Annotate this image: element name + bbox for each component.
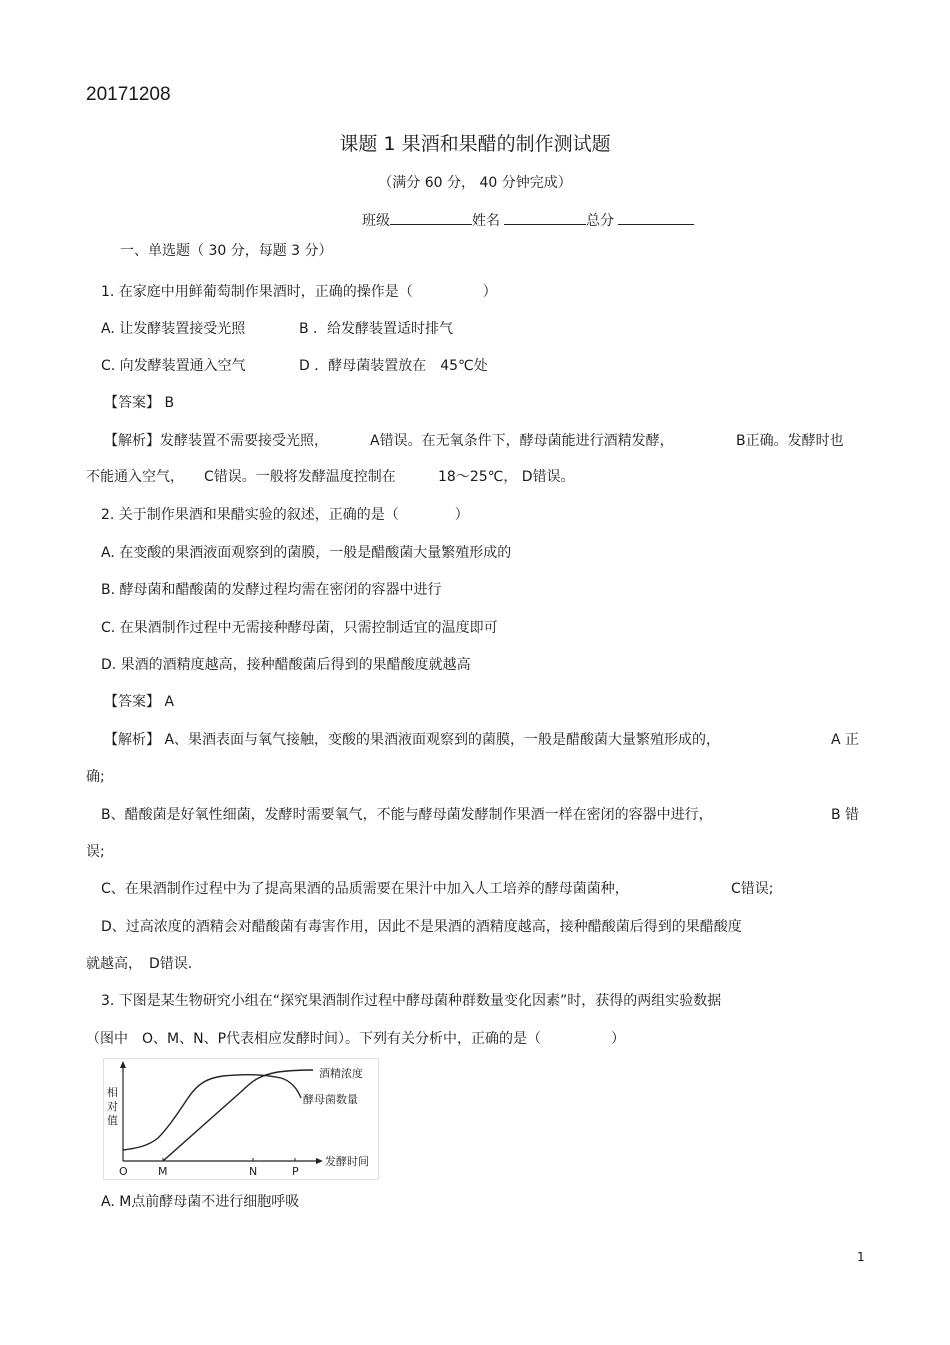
score-label: 总分 bbox=[586, 213, 614, 229]
alcohol-curve-label: 酒精浓度 bbox=[319, 1067, 363, 1080]
q2-exp-d-line2: 就越高， D错误. bbox=[86, 956, 193, 972]
figure-graph bbox=[103, 1058, 379, 1180]
tick-label-m: M bbox=[158, 1165, 168, 1178]
q3-option-a: A. M点前酵母菌不进行细胞呼吸 bbox=[101, 1194, 300, 1210]
q1-analysis-part4: 不能通入空气， bbox=[86, 469, 184, 485]
q2-exp-a-tail: A 正 bbox=[831, 732, 860, 748]
document-title: 课题 1 果酒和果醋的制作测试题 bbox=[339, 133, 611, 155]
name-label: 姓名 bbox=[472, 213, 500, 229]
q2-exp-a-line1: 【解析】 A、果酒表面与氧气接触，变酸的果酒液面观察到的菌膜，一般是醋酸菌大量繁殖形成的， bbox=[104, 732, 721, 748]
q2-option-b: B. 酵母菌和醋酸菌的发酵过程均需在密闭的容器中进行 bbox=[101, 582, 442, 598]
x-axis-arrow bbox=[316, 1158, 323, 1164]
x-axis-label: 发酵时间 bbox=[325, 1155, 369, 1168]
q1-option-b: B ．给发酵装置适时排气 bbox=[299, 321, 454, 337]
document-subtitle: （满分 60 分， 40 分钟完成） bbox=[378, 175, 572, 191]
q2-exp-b-line1: B、醋酸菌是好氧性细菌，发酵时需要氧气，不能与酵母菌发酵制作果酒一样在密闭的容器中进行， bbox=[101, 807, 713, 823]
q1-analysis-part3: B正确。发酵时也 bbox=[736, 433, 844, 449]
tick-label-o: O bbox=[119, 1165, 128, 1178]
q2-exp-d-line1: D、过高浓度的酒精会对醋酸菌有毒害作用，因此不是果酒的酒精度越高，接种醋酸菌后得到的果醋酸度 bbox=[101, 919, 742, 935]
score-blank[interactable] bbox=[618, 210, 694, 225]
q2-exp-a-line2: 确; bbox=[86, 769, 105, 785]
q1-answer: 【答案】 B bbox=[104, 395, 175, 411]
document-date: 20171208 bbox=[86, 84, 171, 105]
q3-figure bbox=[103, 1058, 379, 1180]
q1-option-d: D ．酵母菌装置放在 45℃处 bbox=[299, 358, 488, 374]
y-label-char-1: 相 bbox=[107, 1086, 118, 1099]
yeast-count-curve bbox=[123, 1075, 301, 1150]
q1-analysis-part6: 18～25℃， D错误。 bbox=[438, 469, 575, 485]
student-info-fields bbox=[362, 210, 694, 230]
tick-label-p: P bbox=[292, 1165, 299, 1178]
q1-analysis-part2: A错误。在无氧条件下，酵母菌能进行酒精发酵， bbox=[370, 433, 674, 449]
q1-analysis-part5: C错误。一般将发酵温度控制在 bbox=[204, 469, 396, 485]
q2-exp-c-line1: C、在果酒制作过程中为了提高果酒的品质需要在果汁中加入人工培养的酵母菌菌种， bbox=[101, 881, 629, 897]
q3-stem-line2: （图中 O、M、N、P代表相应发酵时间）。下列有关分析中，正确的是（ ） bbox=[86, 1031, 626, 1047]
y-label-char-2: 对 bbox=[107, 1100, 118, 1113]
q2-option-a: A. 在变酸的果酒液面观察到的菌膜，一般是醋酸菌大量繁殖形成的 bbox=[101, 545, 512, 561]
name-blank[interactable] bbox=[504, 210, 586, 225]
q3-stem-line1: 3. 下图是某生物研究小组在“探究果酒制作过程中酵母菌种群数量变化因素”时，获得的两组实验数据 bbox=[101, 993, 722, 1009]
q2-option-c: C. 在果酒制作过程中无需接种酵母菌，只需控制适宜的温度即可 bbox=[101, 620, 498, 636]
q2-exp-b-tail: B 错 bbox=[831, 807, 860, 823]
q1-analysis-part1: 【解析】发酵装置不需要接受光照， bbox=[104, 433, 328, 449]
q2-stem: 2. 关于制作果酒和果醋实验的叙述，正确的是（ ） bbox=[101, 507, 469, 523]
q2-answer: 【答案】 A bbox=[104, 694, 175, 710]
page-number: 1 bbox=[857, 1250, 865, 1264]
y-label-char-3: 值 bbox=[107, 1114, 118, 1127]
q2-exp-b-line2: 误; bbox=[86, 844, 105, 860]
class-blank[interactable] bbox=[390, 210, 472, 225]
class-label: 班级 bbox=[362, 213, 390, 229]
q1-option-a: A. 让发酵装置接受光照 bbox=[101, 321, 246, 337]
y-axis-arrow bbox=[120, 1061, 126, 1068]
yeast-curve-label: 酵母菌数量 bbox=[303, 1093, 358, 1106]
tick-label-n: N bbox=[249, 1165, 258, 1178]
q1-stem: 1. 在家庭中用鲜葡萄制作果酒时，正确的操作是（ ） bbox=[101, 284, 497, 300]
section-heading: 一、单选题（ 30 分，每题 3 分） bbox=[120, 243, 333, 259]
q1-option-c: C. 向发酵装置通入空气 bbox=[101, 358, 246, 374]
q2-exp-c-tail: C错误; bbox=[731, 881, 774, 897]
q2-option-d: D. 果酒的酒精度越高，接种醋酸菌后得到的果醋酸度就越高 bbox=[101, 657, 471, 673]
